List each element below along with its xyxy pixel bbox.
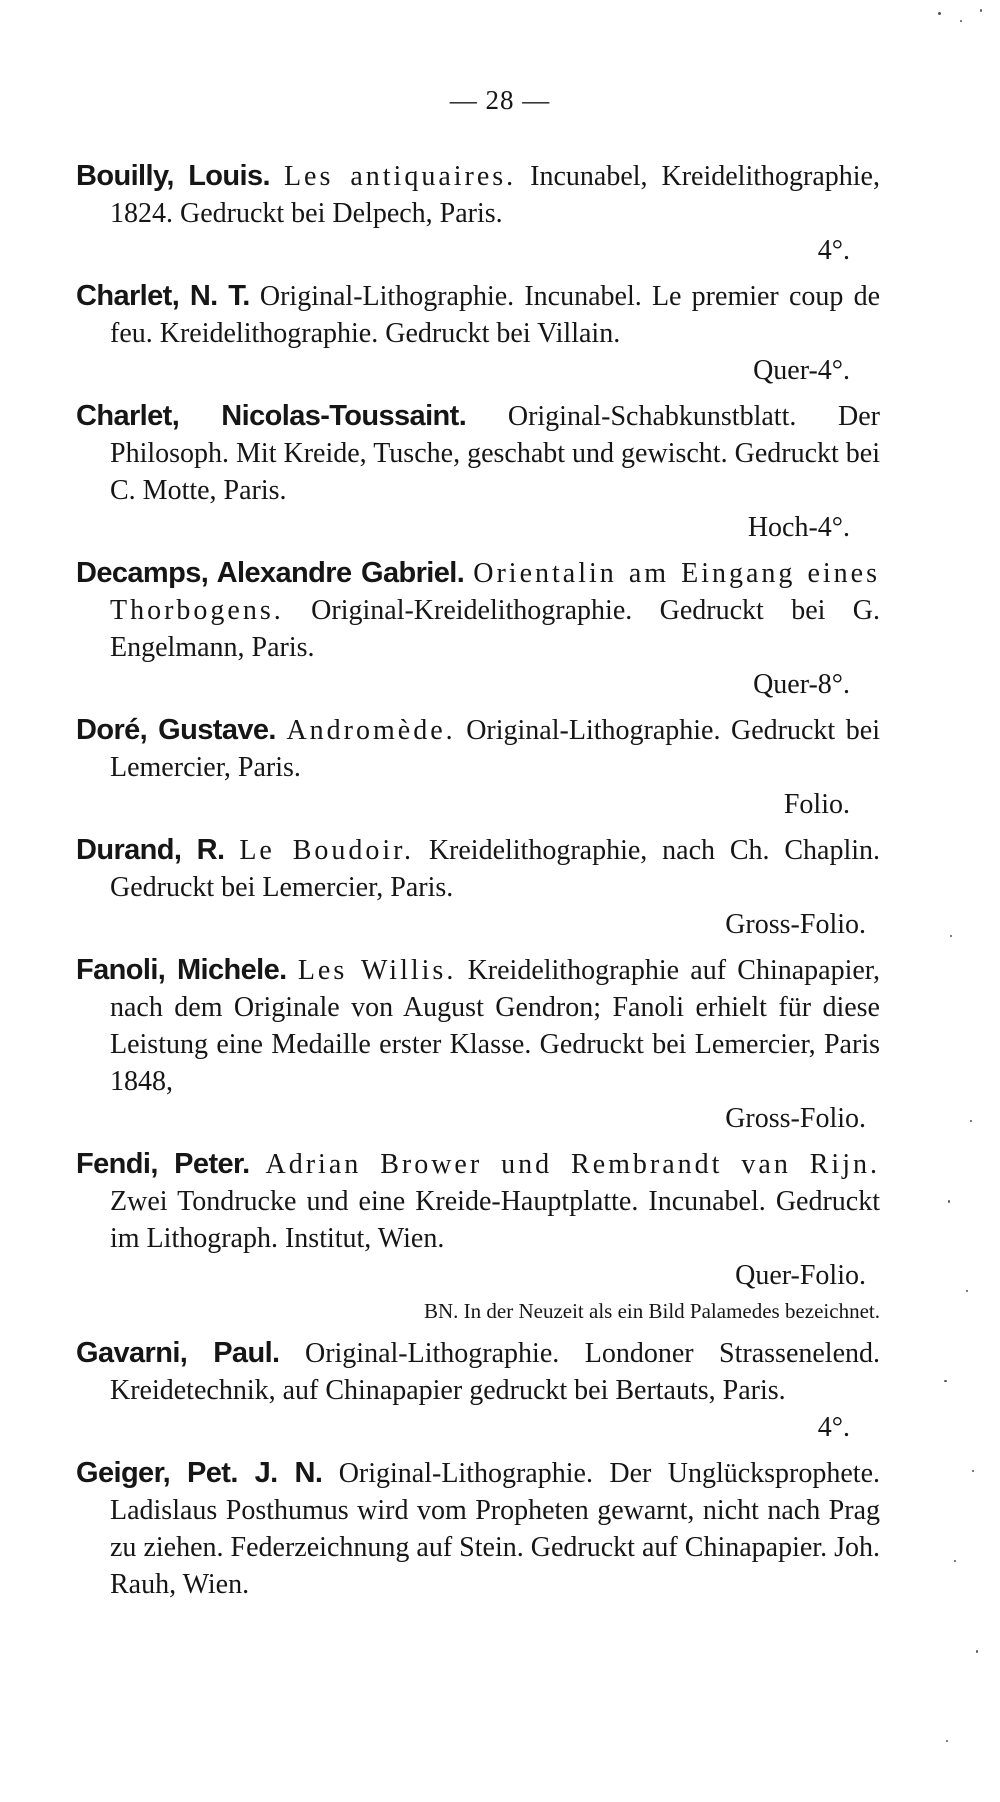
scan-speck [938, 12, 941, 15]
artist-name: Durand, R. [76, 834, 225, 866]
entry-description: Zwei Tondrucke und eine Kreide-Hauptplatte. Incunabel. Gedruckt im Lithograph. Institut, Wien. [110, 1186, 880, 1254]
entry-format: Quer-Folio. [735, 1260, 866, 1291]
entry-description: Original-Lithographie. Londoner Strassenelend. Kreidetechnik, auf Chinapapier gedruckt bei Bertauts, Paris. [110, 1338, 881, 1406]
entry-format: 4°. [817, 235, 850, 266]
entry-format: Quer-4°. [753, 355, 850, 386]
catalog-entry [76, 158, 880, 269]
work-title: Le Boudoir. [239, 835, 414, 866]
scan-specks [930, 0, 1000, 1802]
scan-speck [966, 1290, 968, 1292]
artist-name: Geiger, Pet. J. N. [76, 1457, 323, 1489]
scan-speck [944, 1380, 947, 1382]
entry-description: Original-Lithographie. Incunabel. Le premier coup de feu. Kreidelithographie. Gedruckt bei Villain. [110, 281, 881, 349]
entry-paragraph [76, 952, 880, 1100]
scan-speck [950, 935, 952, 937]
entry-paragraph [76, 832, 880, 906]
work-title: Andromède. [286, 715, 456, 746]
scan-speck [948, 1200, 950, 1203]
scan-speck [972, 1470, 974, 1472]
entry-description: Original-Kreidelithographie. Gedruckt bei G. Engelmann, Paris. [110, 595, 881, 663]
entry-format: Folio. [783, 789, 850, 820]
catalog-entry [76, 712, 880, 823]
catalog-entry [76, 1455, 880, 1603]
entry-format: 4°. [817, 1412, 850, 1443]
entry-paragraph [76, 555, 880, 666]
artist-name: Fendi, Peter. [76, 1148, 250, 1180]
entry-paragraph [76, 1455, 880, 1603]
entry-format: Hoch-4°. [747, 512, 850, 543]
catalog-entry [76, 1146, 880, 1326]
scan-speck [954, 1560, 956, 1562]
catalog-entry [76, 278, 880, 389]
scan-speck [946, 1740, 948, 1742]
artist-name: Bouilly, Louis. [76, 160, 270, 192]
catalog-entry [76, 398, 880, 546]
entry-description: Original-Lithographie. Der Unglücksprophete. Ladislaus Posthumus wird vom Propheten gewarnt, nicht nach Prag zu ziehen. Federzeichnung auf Stein. Gedruckt auf Chinapapier. Joh. Rauh, Wien. [110, 1458, 881, 1600]
work-title: Adrian Brower und Rembrandt van Rijn. [265, 1149, 880, 1180]
entry-format: Gross-Folio. [725, 909, 866, 940]
catalog-entries [76, 158, 880, 1612]
entry-paragraph [76, 158, 880, 232]
work-title: Orientalin am Eingang eines Thorbogens. [110, 558, 880, 626]
entry-note: BN. In der Neuzeit als ein Bild Palamedes bezeichnet. [423, 1299, 880, 1323]
catalog-entry [76, 555, 880, 703]
artist-name: Doré, Gustave. [76, 714, 276, 746]
page-number: — 28 — [449, 85, 551, 115]
artist-name: Charlet, Nicolas-Toussaint. [76, 400, 467, 432]
work-title: Les antiquaires. [283, 161, 517, 192]
entry-description: Original-Schabkunstblatt. Der Philosoph. Mit Kreide, Tusche, geschabt und gewischt. Gedruckt bei C. Motte, Paris. [110, 401, 880, 506]
entry-description: Kreidelithographie, nach Ch. Chaplin. Gedruckt bei Lemercier, Paris. [110, 835, 881, 903]
entry-paragraph [76, 1146, 880, 1257]
entry-paragraph [76, 712, 880, 786]
entry-paragraph [76, 278, 880, 352]
work-title: Les Willis. [297, 955, 457, 986]
entry-description: Original-Lithographie. Gedruckt bei Lemercier, Paris. [110, 715, 880, 783]
catalog-entry [76, 832, 880, 943]
artist-name: Gavarni, Paul. [76, 1337, 280, 1369]
catalog-entry [76, 952, 880, 1137]
entry-format: Gross-Folio. [725, 1103, 866, 1134]
scan-speck [970, 1120, 972, 1122]
entry-paragraph [76, 1335, 880, 1409]
artist-name: Decamps, Alexandre Gabriel. [76, 557, 465, 589]
scan-speck [960, 20, 962, 22]
entry-description: Incunabel, Kreidelithographie, 1824. Gedruckt bei Delpech, Paris. [110, 161, 880, 229]
entry-paragraph [76, 398, 880, 509]
artist-name: Charlet, N. T. [76, 280, 250, 312]
scan-speck [976, 1650, 978, 1653]
entry-format: Quer-8°. [753, 669, 850, 700]
scan-speck [980, 9, 982, 12]
catalog-entry [76, 1335, 880, 1446]
entry-description: Kreidelithographie auf Chinapapier, nach dem Originale von August Gendron; Fanoli erhielt für diese Leistung eine Medaille erster Klasse. Gedruckt bei Lemercier, Paris 1848, [110, 955, 880, 1097]
artist-name: Fanoli, Michele. [76, 954, 287, 986]
